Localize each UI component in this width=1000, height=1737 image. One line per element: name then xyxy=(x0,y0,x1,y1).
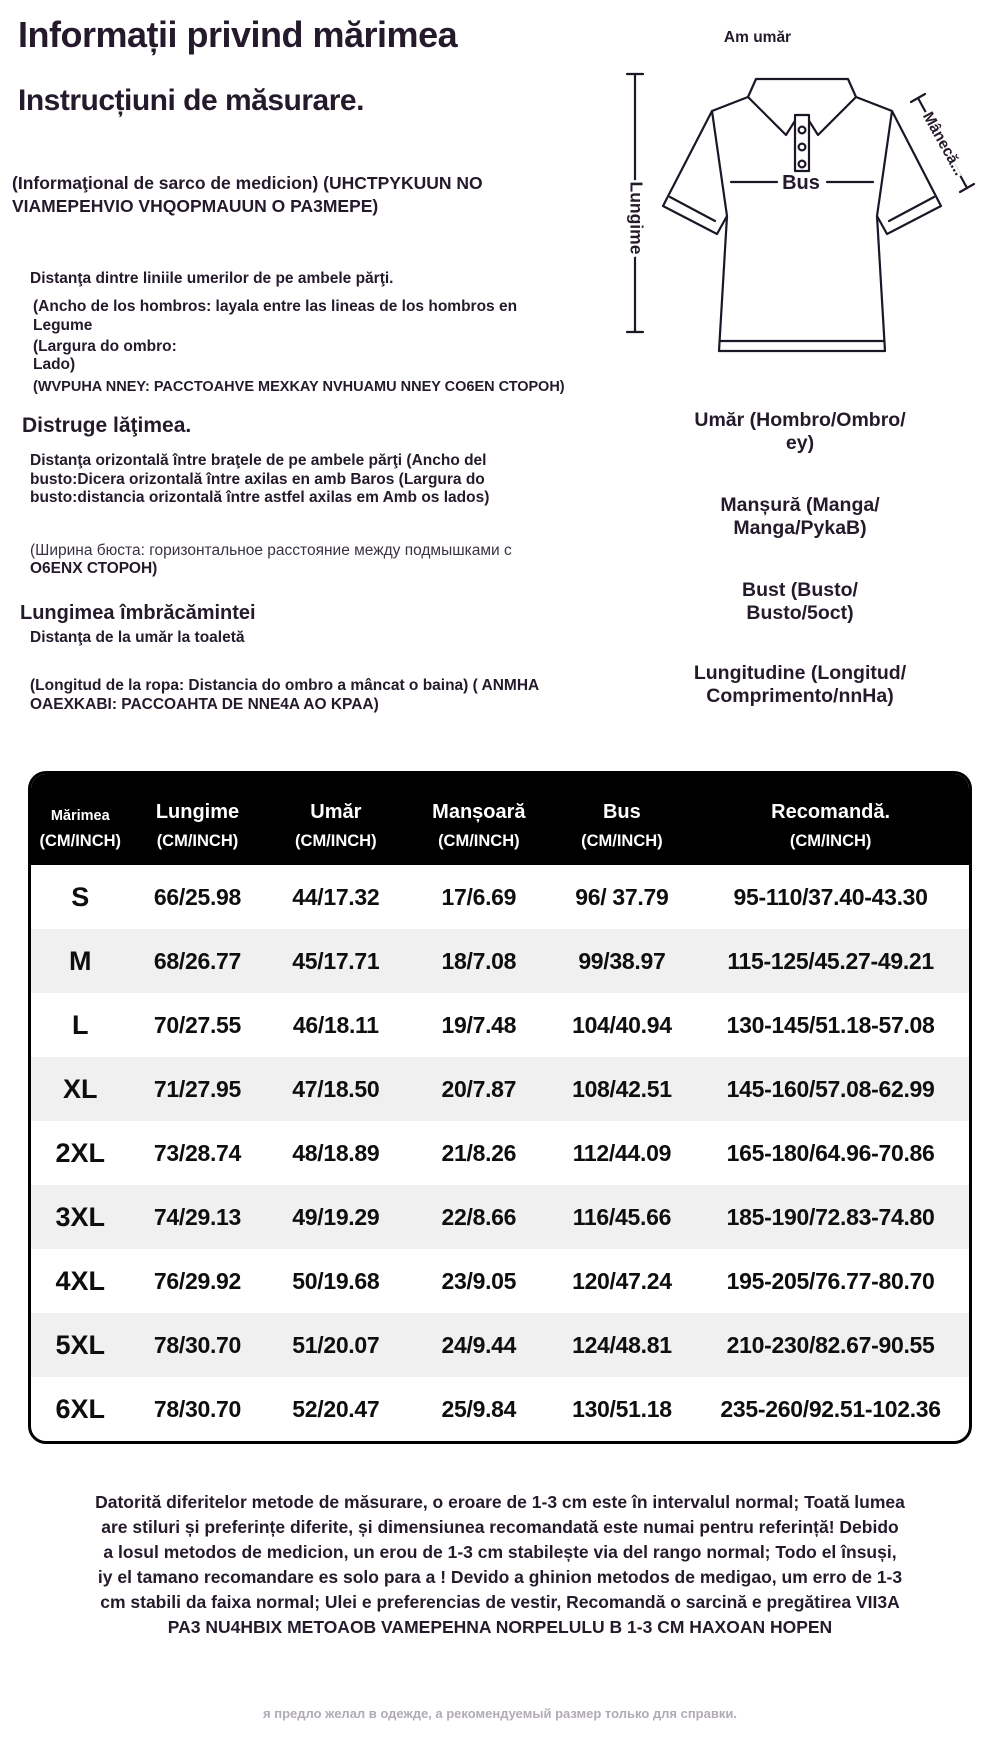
bust-description-ru-1: (Ширина бюста: горизонтальное расстояние между подмышками с xyxy=(30,542,512,559)
bust-description-ru-2: О6ENX СТОРОН) xyxy=(30,560,158,577)
bust-heading: Distruge lăţimea. xyxy=(22,414,192,437)
tolerance-note: Datorită diferitelor metode de măsurare, o eroare de 1-3 cm este în intervalul normal; Toată lumea are stiluri și preferințe diferite, și dimensiunea recomandată este numai pentru referință! Debido a losul metodos de medicion, un erou de 1-3 cm stabilește via del rango normal; Todo el însuși, iy el tamano recomandare es solo para a ! Devido a ghinion metodos de medigao, um erro de 1-3 cm stabili da faixa normal; Ulei e preferencias de vestir, Recomandă o sarcină e pregătirea VII3A PA3 NU4HBIX METOAOB VAMEPEHNA NORPELULU B 1-3 CM HAXOAN HOPEN xyxy=(95,1492,905,1637)
size-label: S xyxy=(71,881,90,912)
measurement-cell: 112/44.09 xyxy=(572,1139,672,1166)
measurement-cell: 104/40.94 xyxy=(572,1011,672,1038)
table-row xyxy=(31,1121,969,1185)
col-header-sleeve-label: Manșoară xyxy=(432,801,526,823)
col-header-sleeve xyxy=(406,774,551,865)
measurement-cell: 18/7.08 xyxy=(441,947,517,974)
measurement-cell: 165-180/64.96-70.86 xyxy=(726,1139,935,1166)
measurement-cell: 73/28.74 xyxy=(153,1139,242,1166)
size-label: 3XL xyxy=(55,1201,105,1232)
shoulder-line-es: (Ancho de los hombros: layala entre las lineas de los hombros en Legume xyxy=(33,298,518,334)
measurement-cell: 20/7.87 xyxy=(441,1075,517,1102)
measurement-cell: 70/27.55 xyxy=(153,1011,242,1038)
measurement-cell: 115-125/45.27-49.21 xyxy=(727,947,934,974)
table-row xyxy=(31,865,969,929)
shoulder-line-ru: (WVPUHA NNEY: PACCTOAHVE MEXKAY NVHUAMU NNEY CO6EN СТОРОН) xyxy=(33,379,565,395)
col-header-size-unit: (CM/INCH) xyxy=(39,832,122,850)
col-header-length-label: Lungime xyxy=(155,801,240,823)
measurement-cell: 124/48.81 xyxy=(572,1331,672,1358)
measurement-cell: 24/9.44 xyxy=(441,1331,517,1358)
legend-bust xyxy=(630,579,970,625)
measurement-cell: 195-205/76.77-80.70 xyxy=(726,1267,935,1294)
measurement-cell: 44/17.32 xyxy=(292,883,380,910)
legend-bust-line2: Busto/5oct) xyxy=(746,602,854,624)
table-row xyxy=(31,1185,969,1249)
measurement-cell: 51/20.07 xyxy=(292,1331,380,1358)
measurement-cell: 116/45.66 xyxy=(572,1203,672,1230)
measurement-cell: 99/38.97 xyxy=(578,947,666,974)
page-subtitle: Instrucțiuni de măsurare. xyxy=(18,84,364,117)
measurement-cell: 46/18.11 xyxy=(292,1011,379,1038)
page-title: Informații privind mărimea xyxy=(18,14,458,55)
measurement-cell: 25/9.84 xyxy=(441,1395,517,1422)
measurement-cell: 210-230/82.67-90.55 xyxy=(726,1331,935,1358)
legend-sleeve-line1: Manșură (Manga/ xyxy=(720,494,880,516)
buttons xyxy=(799,127,806,168)
diagram-length-label: Lungime xyxy=(626,181,647,255)
fine-print: я предло желал в одежде, а рекомендуемый размер только для справки. xyxy=(263,1706,737,1721)
measurement-cell: 17/6.69 xyxy=(441,883,517,910)
measurement-cell: 49/19.29 xyxy=(292,1203,380,1230)
measurement-cell: 66/25.98 xyxy=(153,883,242,910)
size-label: L xyxy=(71,1009,89,1040)
size-label: 4XL xyxy=(55,1265,105,1296)
measurement-cell: 185-190/72.83-74.80 xyxy=(726,1203,935,1230)
col-header-shoulder-unit: (CM/INCH) xyxy=(295,832,377,850)
size-label: 2XL xyxy=(55,1137,105,1168)
length-heading: Lungimea îmbrăcămintei xyxy=(20,602,256,624)
shoulder-line-pt-2: Lado) xyxy=(33,356,76,373)
legend-sleeve-line2: Manga/PykaB) xyxy=(733,517,867,539)
size-label: M xyxy=(68,945,92,976)
measurement-cell: 74/29.13 xyxy=(153,1203,242,1230)
measurement-cell: 145-160/57.08-62.99 xyxy=(726,1075,935,1102)
intro-text: (Informaţional de sarco de medicion) (UHCTPYKUUN NO VIAMEPEHVIO VHQOPMAUUN O PA3MEPE) xyxy=(12,173,483,216)
measurement-cell: 235-260/92.51-102.36 xyxy=(720,1395,941,1422)
bust-description: Distanţa orizontală între braţele de pe ambele părţi (Ancho del busto:Dicera orizontală între axilas en amb Baros (Largura do busto:distancia orizontală între astfel axilas em Amb os lados) xyxy=(30,452,490,506)
legend-sleeve xyxy=(630,494,970,540)
table-row xyxy=(31,993,969,1057)
measurement-cell: 96/ 37.79 xyxy=(575,883,669,910)
measurement-cell: 19/7.48 xyxy=(441,1011,517,1038)
measurement-cell: 47/18.50 xyxy=(292,1075,380,1102)
legend-shoulder-line2: ey) xyxy=(785,432,815,454)
table-row xyxy=(31,1249,969,1313)
col-header-size xyxy=(31,774,129,865)
polo-shirt-diagram xyxy=(615,58,995,368)
measurement-cell: 95-110/37.40-43.30 xyxy=(733,883,928,910)
col-header-shoulder-label: Umăr xyxy=(310,801,362,823)
col-header-bust-unit: (CM/INCH) xyxy=(581,832,663,850)
col-header-shoulder xyxy=(265,774,406,865)
col-header-length-unit: (CM/INCH) xyxy=(156,832,239,850)
measurement-cell: 120/47.24 xyxy=(572,1267,672,1294)
legend-bust-line1: Bust (Busto/ xyxy=(742,579,858,601)
measurement-cell: 71/27.95 xyxy=(153,1075,242,1102)
diagram-bust-label: Bus xyxy=(782,172,820,194)
measurement-cell: 45/17.71 xyxy=(292,947,380,974)
size-label: 6XL xyxy=(55,1393,105,1424)
shoulder-line-pt xyxy=(33,338,177,374)
col-header-bust-label: Bus xyxy=(602,801,641,823)
legend-shoulder-line1: Umăr (Hombro/Ombro/ xyxy=(694,409,906,431)
size-label: 5XL xyxy=(55,1329,105,1360)
legend-length xyxy=(630,662,970,708)
col-header-length xyxy=(129,774,265,865)
measurement-cell: 48/18.89 xyxy=(292,1139,380,1166)
size-label: XL xyxy=(62,1073,98,1104)
measurement-cell: 108/42.51 xyxy=(572,1075,672,1102)
measurement-cell: 78/30.70 xyxy=(153,1395,242,1422)
measurement-cell: 22/8.66 xyxy=(441,1203,517,1230)
table-row xyxy=(31,1057,969,1121)
col-header-recommend-unit: (CM/INCH) xyxy=(789,832,872,850)
measurement-cell: 130-145/51.18-57.08 xyxy=(726,1011,935,1038)
col-header-bust xyxy=(552,774,693,865)
col-header-recommend xyxy=(692,774,969,865)
table-row xyxy=(31,1313,969,1377)
table-row xyxy=(31,929,969,993)
col-header-sleeve-unit: (CM/INCH) xyxy=(438,832,520,850)
table-row xyxy=(31,1377,969,1441)
size-table-header xyxy=(31,774,969,865)
length-description: (Longitud de la ropa: Distancia do ombro a mâncat o baina) ( ANMHA OAEXKABI: PACCOAHTA DE NNE4A AO KPAA) xyxy=(30,677,539,713)
measurement-cell: 68/26.77 xyxy=(153,947,242,974)
legend-shoulder xyxy=(630,409,970,455)
length-subheading: Distanţa de la umăr la toaletă xyxy=(30,629,245,646)
measurement-cell: 130/51.18 xyxy=(572,1395,672,1422)
size-table-body xyxy=(31,865,969,1441)
shoulder-line-ro: Distanţa dintre liniile umerilor de pe ambele părţi. xyxy=(30,270,394,287)
measurement-cell: 50/19.68 xyxy=(292,1267,380,1294)
legend-length-line2: Comprimento/nnHa) xyxy=(706,685,894,707)
measurement-cell: 76/29.92 xyxy=(153,1267,242,1294)
col-header-recommend-label: Recomandă. xyxy=(771,801,891,823)
diagram-sleeve-label: Mânecă... xyxy=(919,109,968,179)
measurement-cell: 23/9.05 xyxy=(441,1267,517,1294)
diagram-shoulder-label: Am umăr xyxy=(723,29,792,46)
measurement-cell: 78/30.70 xyxy=(153,1331,242,1358)
measurement-cell: 52/20.47 xyxy=(292,1395,380,1422)
size-table xyxy=(28,771,972,1444)
shoulder-line-pt-1: (Largura do ombro: xyxy=(33,338,177,355)
legend-length-line1: Lungitudine (Longitud/ xyxy=(693,662,907,684)
col-header-size-label: Mărimea xyxy=(50,808,110,824)
measurement-cell: 21/8.26 xyxy=(441,1139,517,1166)
